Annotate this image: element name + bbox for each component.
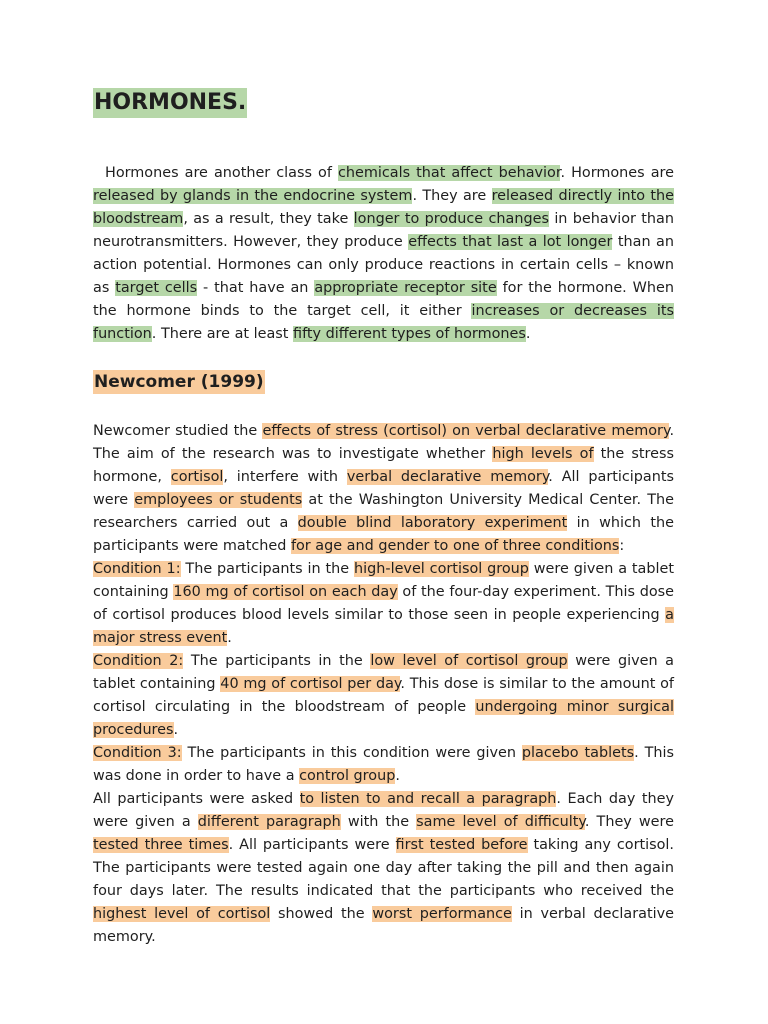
highlighted-phrase: first tested before (395, 837, 528, 853)
newcomer-paragraph (93, 420, 674, 949)
text-run: The participants in this condition were given (181, 745, 522, 761)
highlighted-phrase: chemicals that affect behavior (337, 165, 561, 181)
text-run: , interfere with (223, 469, 347, 485)
hormones-heading: HORMONES. (93, 88, 247, 118)
highlighted-phrase: released by glands in the endocrine system (93, 188, 413, 204)
text-run: . (395, 768, 400, 784)
text-run: . They were (584, 814, 674, 830)
highlighted-phrase: to listen to and recall a paragraph (299, 791, 557, 807)
highlighted-phrase: worst performance (372, 906, 512, 922)
highlighted-phrase: low level of cortisol group (370, 653, 568, 669)
highlighted-phrase: verbal declarative memory (346, 469, 549, 485)
text-run: . (173, 722, 179, 738)
text-run: than an action potential. Hormones can only produce reactions in certain cells – known as (93, 234, 674, 296)
highlighted-phrase: released directly into the bloodstream (93, 188, 675, 227)
highlighted-phrase: 160 mg of cortisol on each day (173, 584, 398, 600)
text-run: with the (340, 814, 417, 830)
hormones-paragraph (93, 162, 674, 346)
text-run: The participants in the (180, 561, 355, 577)
text-run: The participants in the (183, 653, 371, 669)
text-run: showed the (270, 906, 373, 922)
text-run: . Each day they were given a (93, 791, 674, 830)
text-run: . The aim of the research was to investigate whether (93, 423, 675, 462)
text-run: . All participants were (228, 837, 396, 853)
newcomer-heading: Newcomer (1999) (93, 370, 265, 394)
highlighted-phrase: effects that last a lot longer (408, 234, 613, 250)
text-run: at the Washington University Medical Center. The researchers carried out a (93, 492, 674, 531)
highlighted-phrase: high levels of (492, 446, 594, 462)
text-run: of the four-day experiment. This dose of cortisol produces blood levels similar to those seen in people experiencing (93, 584, 674, 623)
text-run: the stress hormone, (93, 446, 674, 485)
text-run: were given a tablet containing (93, 561, 674, 600)
highlighted-phrase: high-level cortisol group (354, 561, 529, 577)
text-run: - that have an (197, 280, 315, 296)
text-run: All participants were asked (93, 791, 300, 807)
text-run: . They are (412, 188, 492, 204)
highlighted-phrase: target cells (115, 280, 198, 296)
highlighted-phrase: highest level of cortisol (93, 906, 271, 922)
text-run: . (227, 630, 232, 646)
highlighted-phrase: fifty different types of hormones (293, 326, 526, 342)
text-run: . All participants were (93, 469, 674, 508)
text-run: . Hormones are (560, 165, 674, 181)
highlighted-phrase: increases or decreases its function (93, 303, 674, 342)
highlighted-phrase: undergoing minor surgical procedures (93, 699, 674, 738)
text-run: in behavior than neurotransmitters. However, they produce (93, 211, 674, 250)
highlighted-phrase: placebo tablets (521, 745, 635, 761)
text-run: Newcomer studied the (93, 423, 263, 439)
highlighted-phrase: 40 mg of cortisol per day (220, 676, 401, 692)
highlighted-phrase: for age and gender to one of three conditions (290, 538, 620, 554)
highlighted-phrase: same level of difficulty (416, 814, 585, 830)
highlighted-phrase: employees or students (134, 492, 303, 508)
highlighted-phrase: effects of stress (cortisol) on verbal declarative memory (262, 423, 670, 439)
highlighted-phrase: double blind laboratory experiment (297, 515, 568, 531)
text-run: . This was done in order to have a (93, 745, 674, 784)
text-run: for the hormone. When the hormone binds to the target cell, it either (93, 280, 674, 319)
text-run: in which the participants were matched (93, 515, 674, 554)
text-run: . This dose is similar to the amount of cortisol circulating in the bloodstream of people (93, 676, 674, 715)
text-run: taking any cortisol. The participants were tested again one day after taking the pill and then again four days later. The results indicated that the participants who received the (93, 837, 674, 899)
highlighted-phrase: different paragraph (197, 814, 341, 830)
highlighted-phrase: a major stress event (93, 607, 674, 646)
highlighted-phrase: Condition 1: (93, 561, 181, 577)
text-run: . There are at least (151, 326, 294, 342)
text-run: . (525, 326, 531, 342)
highlighted-phrase: tested three times (93, 837, 229, 853)
text-run: : (619, 538, 625, 554)
highlighted-phrase: longer to produce changes (353, 211, 549, 227)
text-run: were given a tablet containing (93, 653, 674, 692)
highlighted-phrase: appropriate receptor site (314, 280, 497, 296)
text-run: Hormones are another class of (105, 165, 338, 181)
highlighted-phrase: Condition 3: (93, 745, 182, 761)
highlighted-phrase: control group (299, 768, 396, 784)
text-run: , as a result, they take (183, 211, 354, 227)
highlighted-phrase: Condition 2: (93, 653, 184, 669)
text-run: in verbal declarative memory. (93, 906, 674, 945)
highlighted-phrase: cortisol (170, 469, 224, 485)
